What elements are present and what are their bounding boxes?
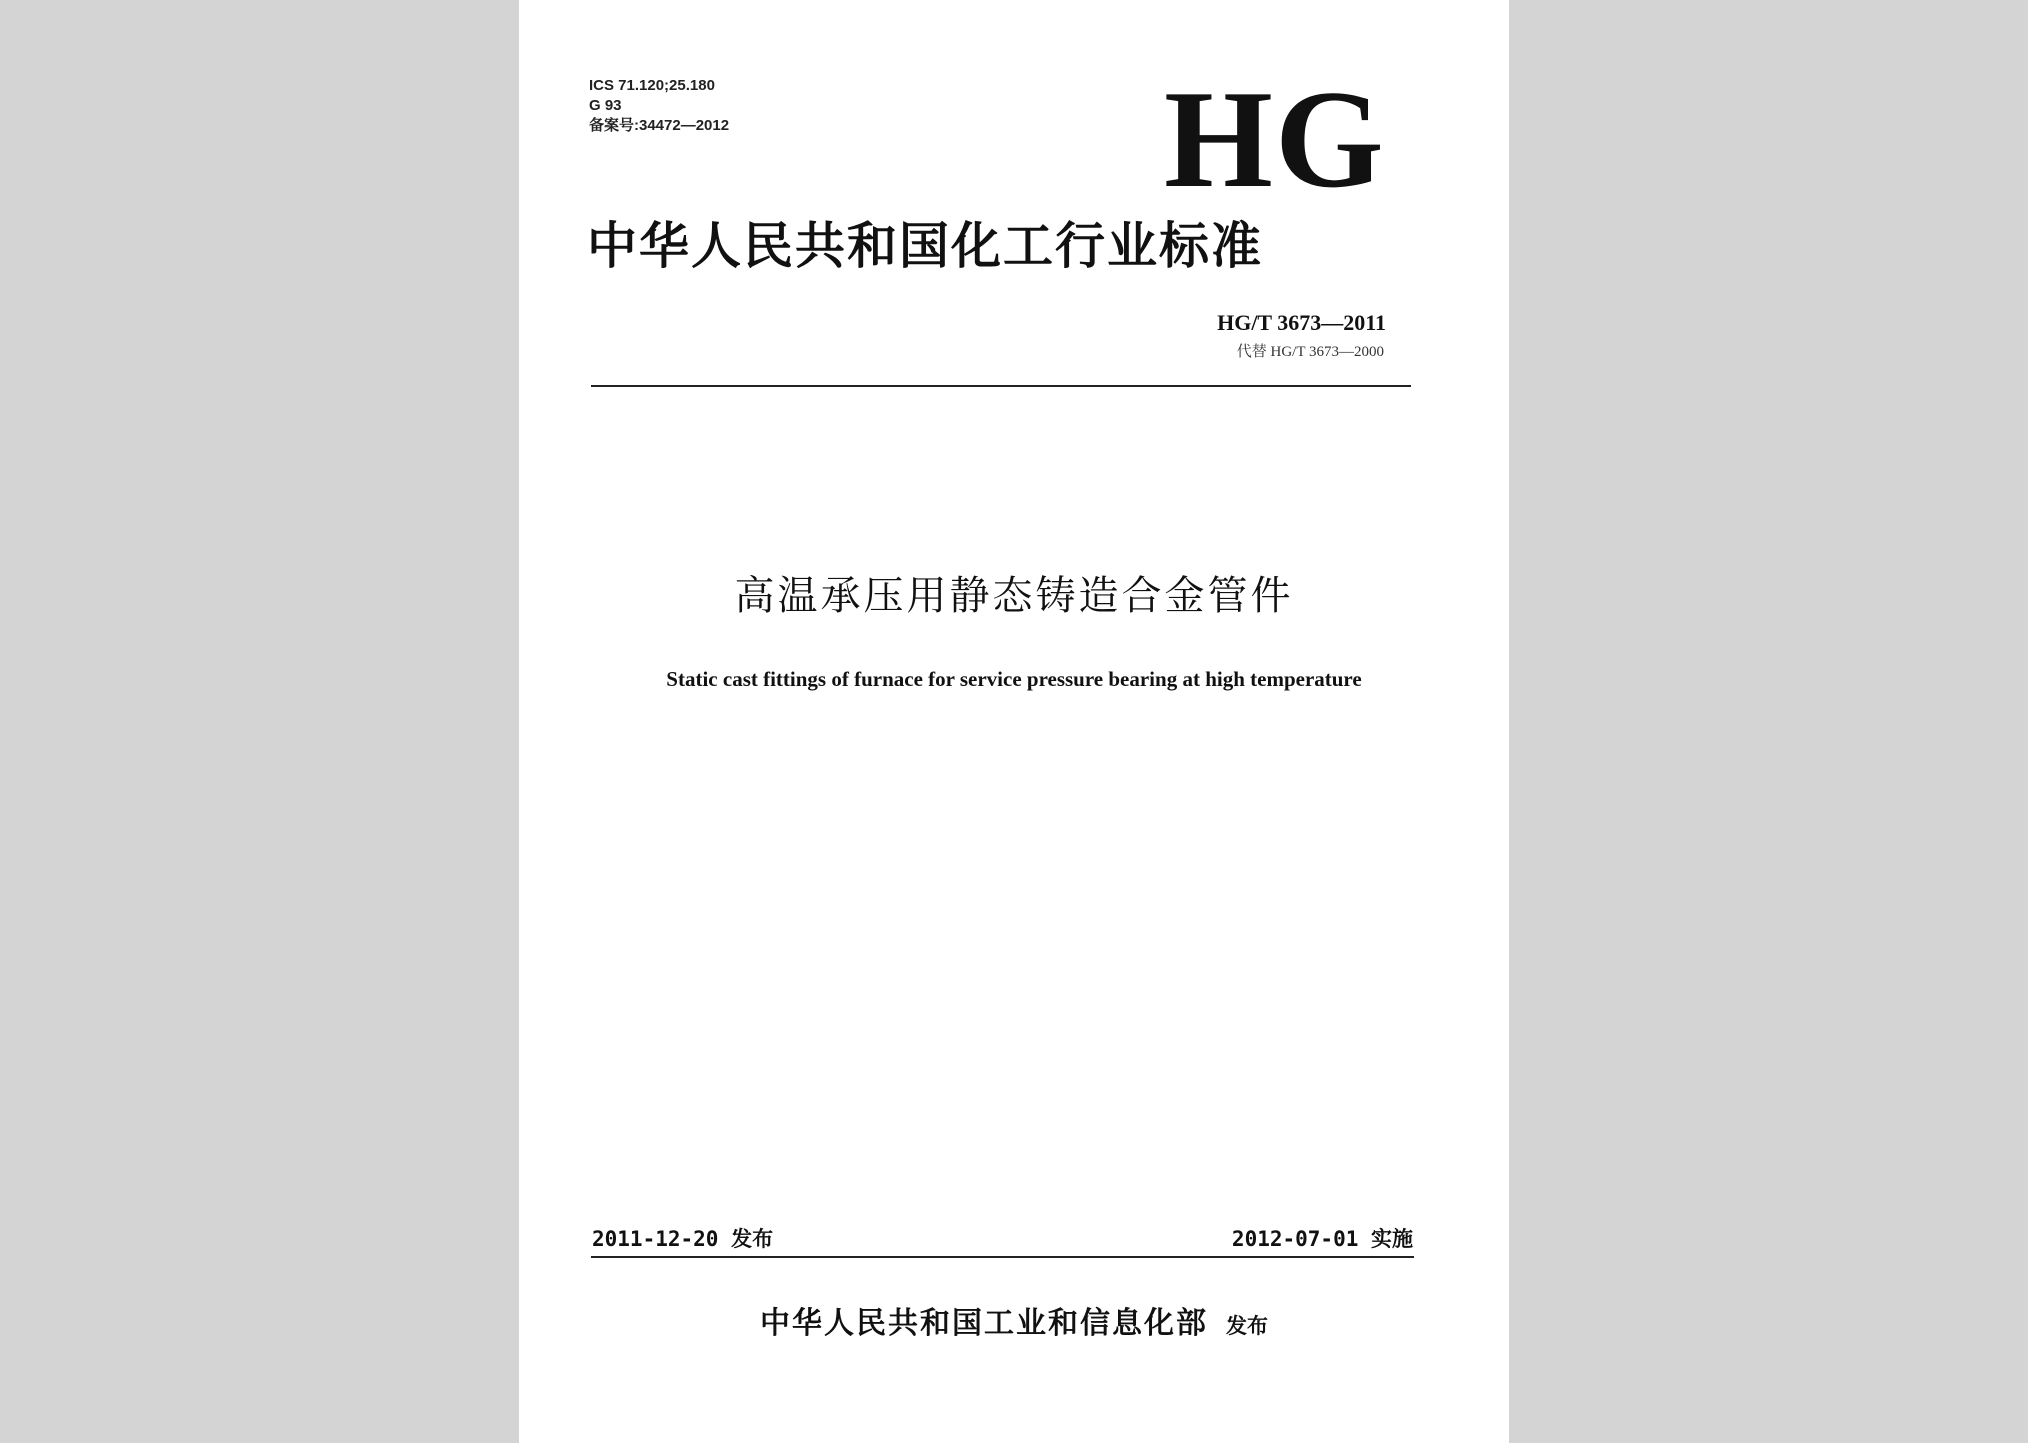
- replaces-standard: 代替 HG/T 3673—2000: [1236, 344, 1384, 360]
- footer-divider: [591, 1256, 1414, 1258]
- header-divider: [591, 385, 1411, 387]
- standard-category: 中华人民共和国化工行业标准: [587, 217, 1263, 275]
- hg-logo: HG: [1164, 62, 1386, 217]
- document-title-english: Static cast fittings of furnace for service pressure bearing at high temperature: [666, 667, 1362, 691]
- filing-number: 备案号:34472—2012: [589, 117, 730, 134]
- standard-number: HG/T 3673—2011: [1217, 310, 1386, 335]
- document-title-chinese: 高温承压用静态铸造合金管件: [734, 573, 1294, 619]
- publisher-suffix: 发布: [1226, 1314, 1268, 1338]
- ics-code: ICS 71.120;25.180: [589, 77, 715, 94]
- document-page: [519, 0, 1509, 1443]
- publisher-line: [519, 1306, 1509, 1342]
- issue-date: 2011-12-20 发布: [592, 1227, 774, 1251]
- publisher-name: 中华人民共和国工业和信息化部: [760, 1306, 1208, 1341]
- classification-block: [589, 76, 729, 136]
- implementation-date: 2012-07-01 实施: [1231, 1227, 1413, 1251]
- ccs-code: G 93: [589, 97, 622, 114]
